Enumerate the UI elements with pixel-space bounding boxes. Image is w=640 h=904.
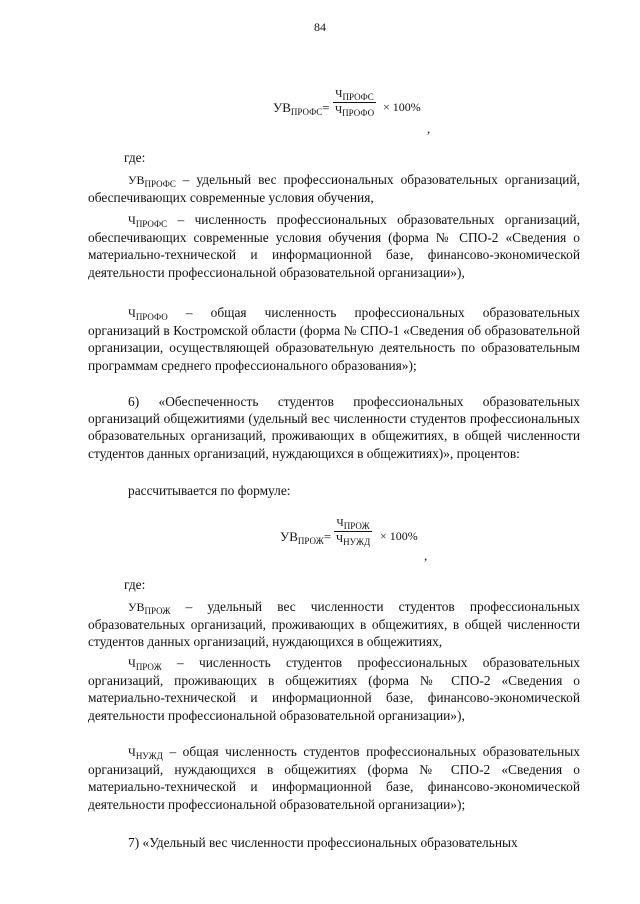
item-6-paragraph: 6) «Обеспеченность студентов профессиональных образовательных организаций общежитиями (удельный вес численности студентов профессиональных образовательных организаций, проживающих в общежитиях, в общей численности студентов данных организаций, нуждающихся в общежитиях)», процентов: [88,394,580,461]
where-label: где: [124,577,146,592]
definition-count-dormitory: $Ч_{ПРОЖ}$ – численность студентов профессиональных образовательных организаций, проживающих в общежитиях (форма № СПО-2 «Сведения о материально-технической и информационной базе, финансово-экономической деятельности профессиональной образовательной организации»), [88,655,580,723]
formula-denominator: $Ч_{ПРОФО}$ [335,104,375,118]
formula-numerator: $Ч_{ПРОЖ}$ [336,517,370,531]
definition-share-modern: $УВ_{ПРОФС}$ – удельный вес профессиональных образовательных организаций, обеспечивающих современные условия обучения, [88,172,580,206]
definition-total-needing-dormitory: $Ч_{НУЖД}$ – общая численность студентов профессиональных образовательных организаций, нуждающихся в общежитиях (форма № СПО-2 «Сведения о материально-технической и информационной базе, финансово-экономической деятельности профессиональной образовательной организации»); [88,744,580,812]
fraction-bar [334,531,372,532]
formula-comma: , [427,121,431,136]
formula-multiplier: × 100% [383,100,421,114]
formula-share-modern-conditions [273,88,473,141]
formula-denominator: $Ч_{НУЖД}$ [336,533,371,547]
formula-fraction [334,518,372,545]
formula-dormitory-share [280,517,480,570]
page-number: 84 [314,20,326,34]
where-label: где: [124,150,146,165]
formula-multiplier: × 100% [380,529,418,543]
formula-lhs: $УВ_{ПРОФС}=$ [273,100,330,117]
fraction-bar [333,102,376,103]
item-7-paragraph: 7) «Удельный вес численности профессиональных образовательных [128,835,518,850]
formula-lhs: $УВ_{ПРОЖ}=$ [280,529,332,546]
formula-numerator: $Ч_{ПРОФС}$ [335,88,374,102]
formula-comma: , [424,548,428,563]
definition-total-organizations: $Ч_{ПРОФО}$ – общая численность профессиональных образовательных организаций в Костромской области (форма № СПО-1 «Сведения об образовательной организации, осуществляющей образовательную деятельность по образовательным программам среднего профессионального образования»); [88,305,580,373]
calculation-note: рассчитывается по формуле: [128,483,291,498]
definition-share-dormitory: $УВ_{ПРОЖ}$ – удельный вес численности студентов профессиональных образовательных организаций, проживающих в общежитиях, в общей численности студентов данных организаций, нуждающихся в общежитиях, [88,599,580,650]
definition-count-modern: $Ч_{ПРОФС}$ – численность профессиональных образовательных организаций, обеспечивающих современные условия обучения (форма № СПО-2 «Сведения о материально-технической и информационной базе, финансово-экономической деятельности профессиональной образовательной организации»), [88,212,580,280]
formula-fraction [333,89,376,116]
